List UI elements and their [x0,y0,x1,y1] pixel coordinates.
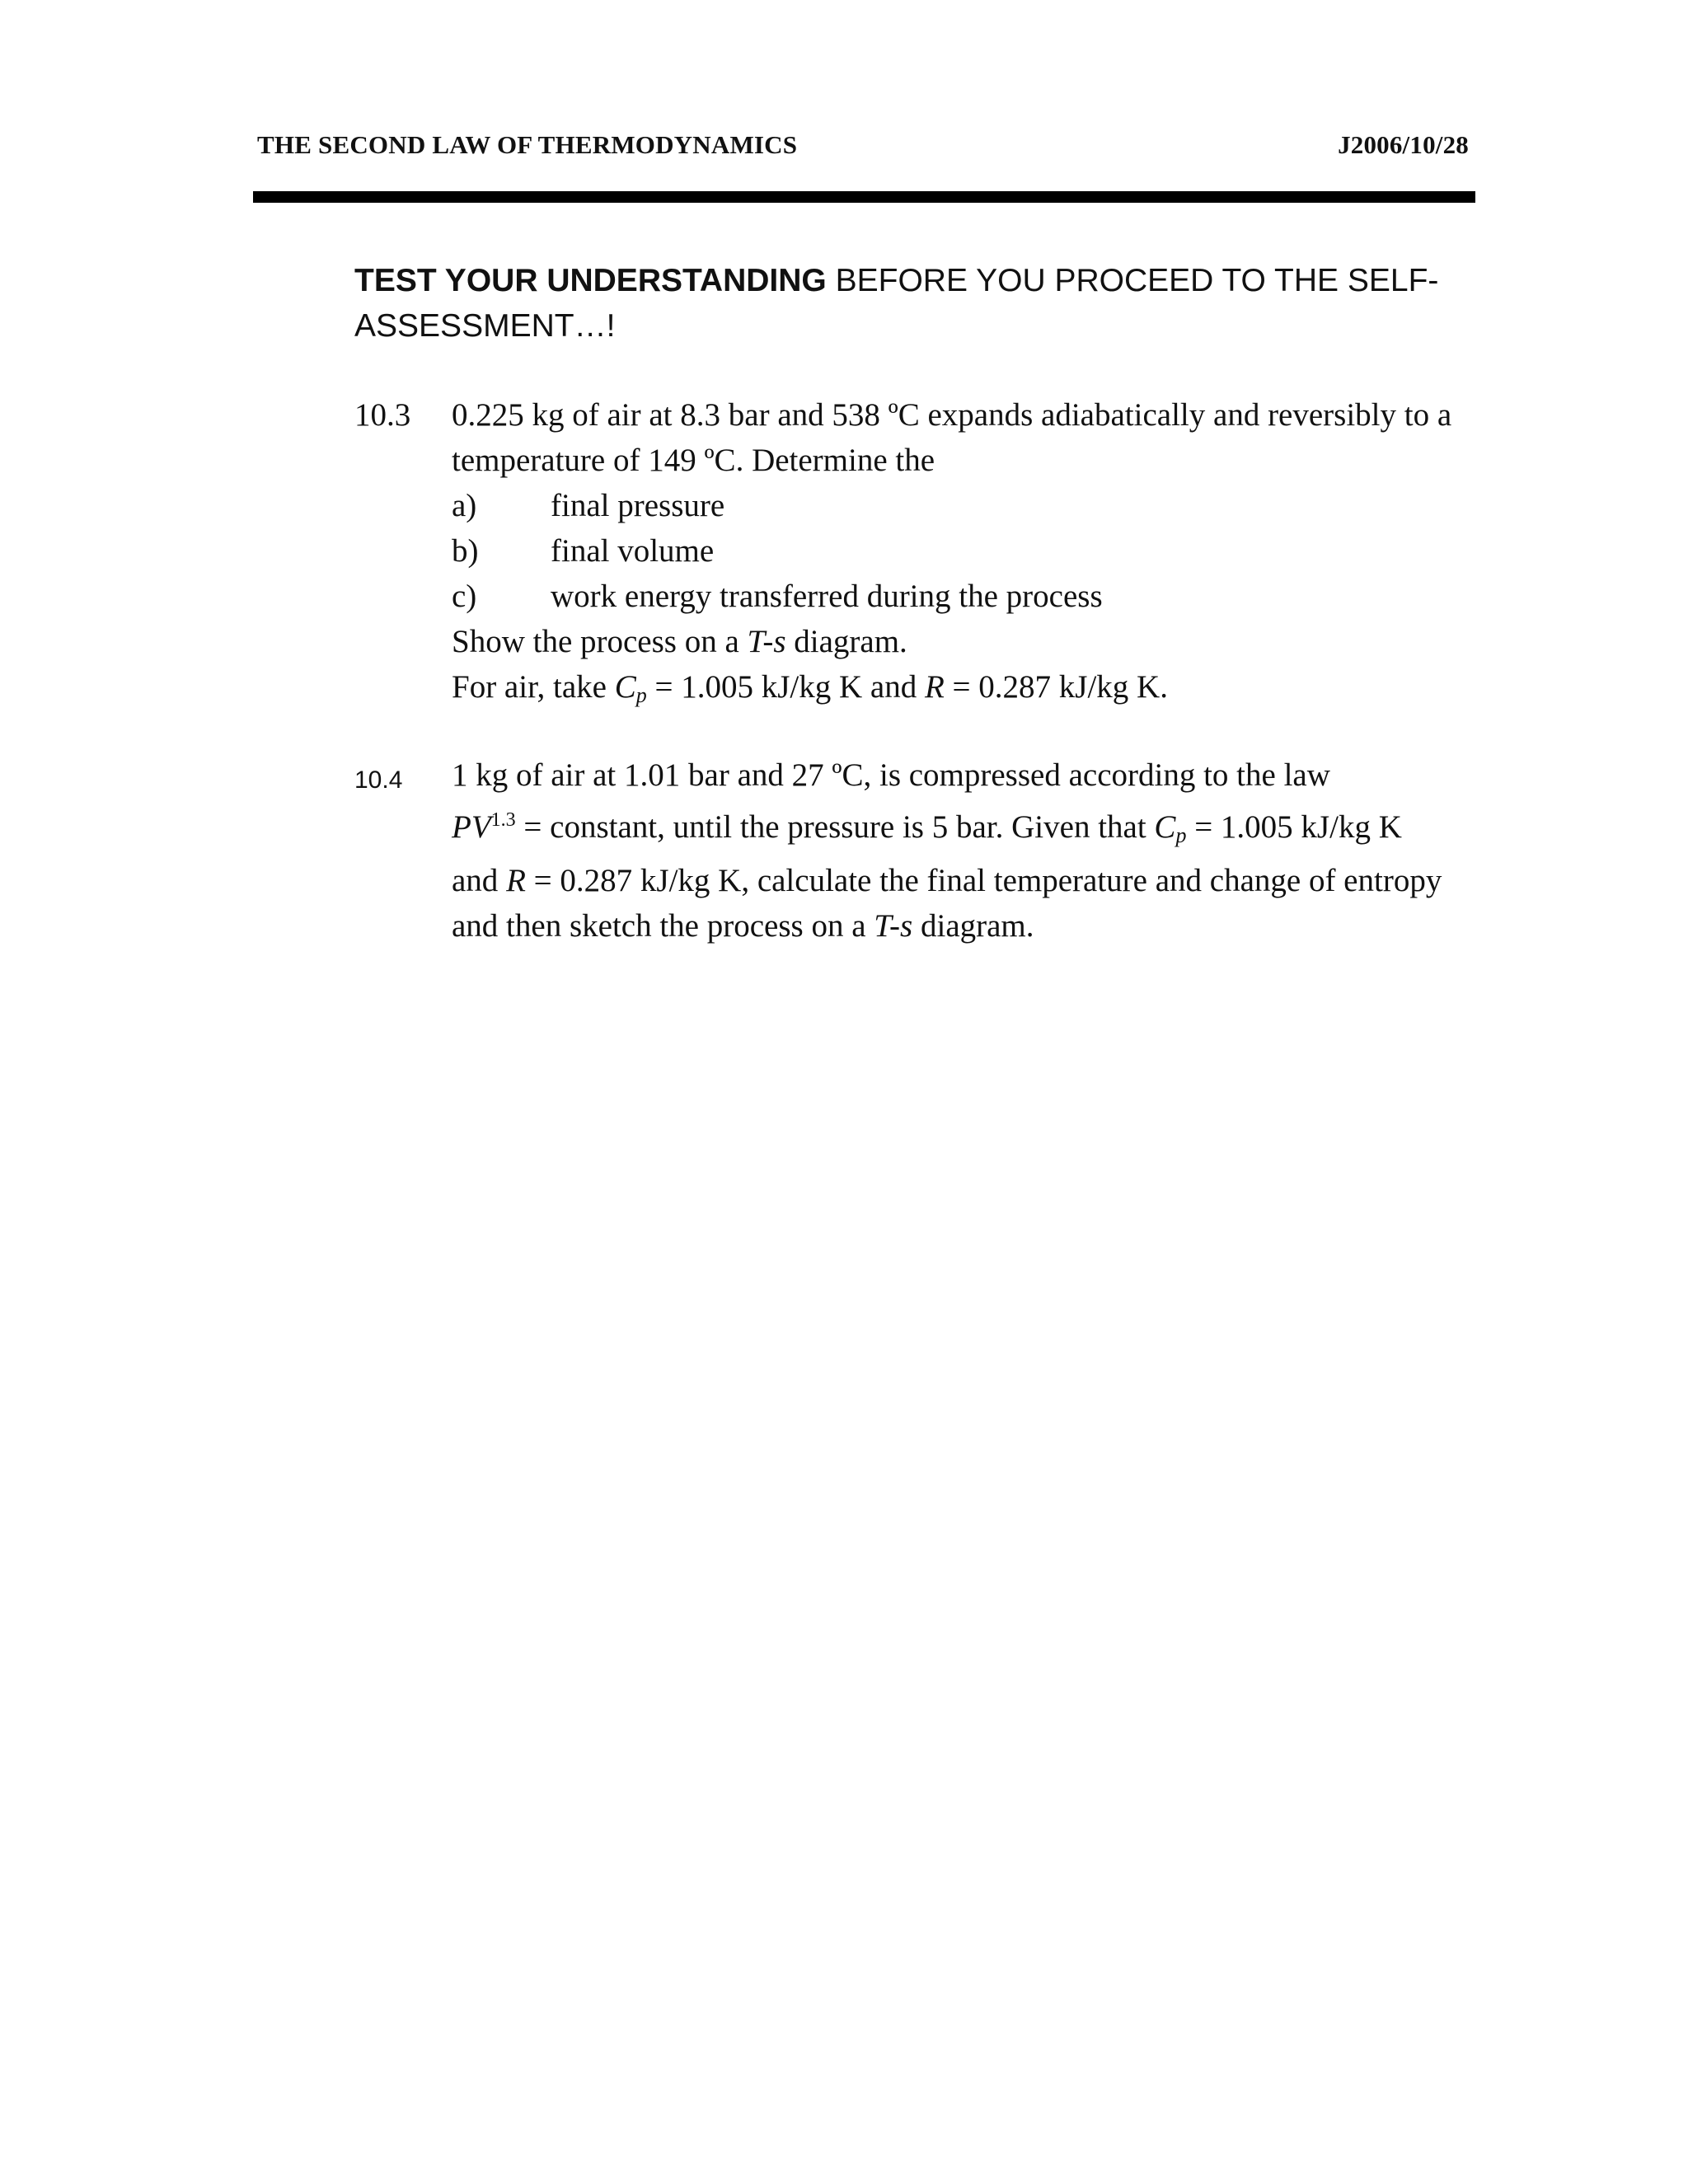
question-number: 10.4 [354,766,403,794]
question-body [452,752,1475,949]
r-symbol: R [924,669,945,705]
list-item [452,483,1475,528]
cp-subscript: p [635,683,647,707]
constants-line [452,664,1475,718]
item-label: a) [452,488,477,523]
text-segment: diagram. [912,908,1034,944]
heading-bold: TEST YOUR UNDERSTANDING [354,263,827,298]
text-segment: Show the process on a [452,624,748,659]
question-line [452,798,1475,858]
list-item [452,528,1475,574]
cp-symbol: C [614,669,636,705]
header-code: J2006/10/28 [1338,130,1469,159]
text-segment: = 0.287 kJ/kg K. [944,669,1168,705]
item-text: work energy transferred during the process [551,579,1103,614]
question-line: 1 kg of air at 1.01 bar and 27 ºC, is compressed according to the law [452,757,1330,793]
list-item [452,574,1475,619]
page-header [257,130,1469,166]
text-segment: = constant, until the pressure is 5 bar. Given that [515,809,1155,845]
text-segment: diagram. [785,624,907,659]
cp-subscript: p [1175,823,1187,847]
text-segment: = 0.287 kJ/kg K, calculate the final temperature and change of entropy [525,863,1442,898]
heading-line-1 [354,258,1475,303]
text-segment: For air, take [452,669,615,705]
header-title: THE SECOND LAW OF THERMODYNAMICS [257,130,798,159]
text-segment: = 1.005 kJ/kg K and [646,669,925,705]
text-segment: and [452,863,507,898]
item-label: c) [452,579,477,614]
ts-symbol: T-s [874,908,913,944]
question-line [452,903,1475,949]
question-body [452,392,1475,718]
show-process-line [452,619,1475,664]
text-segment: = 1.005 kJ/kg K [1186,809,1402,845]
question-line [452,858,1475,903]
item-label: b) [452,533,479,569]
r-symbol: R [506,863,526,898]
pv-exponent: 1.3 [490,809,516,831]
header-rule [253,191,1475,203]
item-text: final volume [551,533,715,569]
cp-symbol: C [1154,809,1176,845]
test-your-understanding-heading [354,258,1475,349]
pv-symbol: PV [452,809,491,845]
item-text: final pressure [551,488,725,523]
heading-rest: BEFORE YOU PROCEED TO THE SELF- [826,263,1439,298]
heading-line-2: ASSESSMENT…! [354,308,616,344]
question-number: 10.3 [354,397,411,433]
ts-symbol: T-s [747,624,786,659]
text-segment: and then sketch the process on a [452,908,874,944]
question-line: temperature of 149 ºC. Determine the [452,443,935,478]
question-line: 0.225 kg of air at 8.3 bar and 538 ºC expands adiabatically and reversibly to a [452,397,1452,433]
